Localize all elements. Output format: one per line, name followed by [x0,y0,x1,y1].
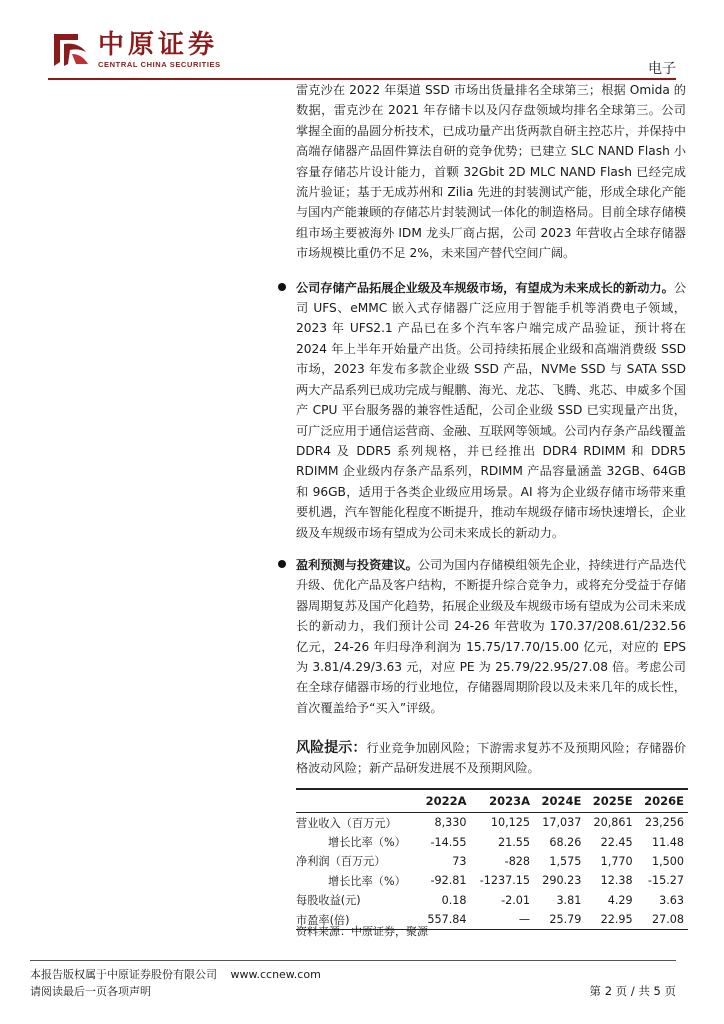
table-row [296,832,688,851]
table-cell: 0.18 [441,893,467,907]
table-cell: 21.55 [498,835,531,849]
bullet-icon [278,283,286,291]
table-cell: 23,256 [644,816,684,830]
intro-paragraph: 雷克沙在 2022 年渠道 SSD 市场出货量排名全球第三；根据 Omida 的数据，雷克沙在 2021 年存储卡以及闪存盘领域均排名全球第三。公司掌握全面的晶圆分析技术，已成功量产出货两款自研主控芯片，并保持中高端存储器产品固件算法自研的竞争优势；已建立 SLC NAND Flash 小容量存储芯片设计能力，首颗 32Gbit 2D MLC NAND Flash 已经完成流片验证；基于无成苏州和 Zilia 先进的封装测试产能，形成全球化产能与国内产能兼顾的存储芯片封装测试一体化的制造格局。目前全球存储模组市场主要被海外 IDM 龙头厂商占据，公司 2023 年营收占全球存储器市场规模比重仍不足 2%，未来国产替代空间广阔。 [296,83,686,261]
table-cell: 17,037 [542,816,582,830]
financial-forecast-table [296,788,688,930]
logo-chinese-name: 中原证券 [98,30,219,60]
table-cell: 1,770 [600,854,633,868]
table-source: 资料来源：中原证券，聚源 [296,925,428,938]
footer-copyright: 本报告版权属于中原证券股份有限公司 [30,968,217,981]
risk-body: 行业竞争加剧风险；下游需求复苏不及预期风险；存储器价格波动风险；新产品研发进展不及预期风险。 [296,741,687,776]
table-cell: 8,330 [434,816,467,830]
footer-notice: 请阅读最后一页各项声明 [30,985,151,998]
table-header-row [296,789,688,813]
bullet-forecast-text [296,555,686,718]
table-cell: 12.38 [600,874,633,888]
bullet-growth-title: 公司存储产品拓展企业级及车规级市场，有望成为未来成长的新动力。 [296,280,674,295]
risk-title: 风险提示： [296,740,367,756]
table-cell: 22.95 [585,910,636,930]
table-header-cell: 2025E [585,789,636,813]
table-cell: 25.79 [534,910,585,930]
table-cell: -14.55 [430,835,467,849]
row-label: 增长比率（%） [328,874,406,888]
footer-divider [30,960,676,961]
table-header-cell: 2022A [418,789,471,813]
table-cell: 68.26 [549,835,582,849]
row-label: 增长比率（%） [328,836,406,850]
footer-website-link[interactable]: www.ccnew.com [230,968,321,981]
row-label: 营业收入（百万元） [296,816,397,830]
table-cell: -15.27 [647,874,684,888]
table-cell: -92.81 [430,874,467,888]
table-cell: 4.29 [607,893,633,907]
table-header-cell: 2024E [534,789,585,813]
row-label: 市盈率(倍) [296,910,418,930]
bullet-growth-text [296,278,686,543]
table-cell: 20,861 [593,816,633,830]
bullet-growth [296,278,686,543]
company-logo [48,30,221,69]
table-cell: 11.48 [651,835,684,849]
table-cell: 1,575 [549,854,582,868]
table-cell: 290.23 [542,874,582,888]
table-cell: 27.08 [637,910,688,930]
row-label: 每股收益(元) [296,894,361,908]
row-label: 净利润（百万元） [296,855,386,869]
section-label: 电子 [648,61,676,77]
table-header-cell: 2023A [471,789,535,813]
bullet-growth-body: 公司 UFS、eMMC 嵌入式存储器广泛应用于智能手机等消费电子领域，2023 年 UFS2.1 产品已在多个汽车客户端完成产品验证，预计将在 2024 年上半年开始量产出货。公司持续拓展企业级和高端消费级 SSD 市场，2023 年发布多款企业级 SSD 产品，NVMe SSD 与 SATA SSD 两大产品系列已成功完成与鲲鹏、海光、龙芯、飞腾、兆芯、申威多个国产 CPU 平台服务器的兼容性适配，公司企业级 SSD 已实现量产出货，可广泛应用于通信运营商、金融、互联网等领域。公司内存条产品线覆盖 DDR4 及 DDR5 系列规格，并已经推出 DDR4 RDIMM 和 DDR5 RDIMM 企业级内存条产品系列，RDIMM 产品容量涵盖 32GB、64GB 和 96GB，适用于各类企业级应用场景。AI 将为企业级存储市场带来重要机遇，汽车智能化程度不断提升，推动车规级存储市场快速增长，企业级及车规级市场有望成为公司未来成长的新动力。 [296,280,686,540]
table-cell: -1237.15 [479,874,531,888]
table-cell: -828 [504,854,531,868]
table-row [296,813,688,833]
bullet-icon [278,560,286,568]
table-header-cell [296,789,418,813]
logo-english-name: CENTRAL CHINA SECURITIES [98,60,221,69]
main-content [296,80,686,718]
table-cell: 3.81 [556,893,582,907]
page-number: 第 2 页 / 共 5 页 [589,984,676,998]
table-cell: 557.84 [418,910,471,930]
table-cell: 22.45 [600,835,633,849]
table-cell: 73 [452,854,467,868]
table-cell: 10,125 [490,816,531,830]
logo-mark-icon [48,32,90,68]
table-row [296,891,688,910]
table-cell: 1,500 [651,854,684,868]
footer-left [30,966,321,1000]
risk-section [296,738,686,779]
table-row [296,852,688,871]
bullet-forecast [296,555,686,718]
table-cell: 3.63 [659,893,684,907]
table-cell: -2.01 [501,893,531,907]
bullet-forecast-body: 公司为国内存储模组领先企业，持续进行产品迭代升级、优化产品及客户结构，不断提升综合竞争力，或将充分受益于存储器周期复苏及国产化趋势，拓展企业级及车规级市场有望成为公司未来成长的新动力，我们预计公司 24-26 年营收为 170.37/208.61/232.56 亿元，24-26 年归母净利润为 15.75/17.70/15.00 亿元，对应的 EPS 为 3.81/4.29/3.63 元，对应 PE 为 25.79/22.95/27.08 倍。考虑公司在全球存储器市场的行业地位，存储器周期阶段以及未来几年的成长性，首次覆盖给予“买入”评级。 [296,557,686,715]
table-row [296,871,688,890]
bullet-forecast-title: 盈利预测与投资建议。 [296,557,418,572]
table-cell: — [471,910,535,930]
table-header-cell: 2026E [637,789,688,813]
